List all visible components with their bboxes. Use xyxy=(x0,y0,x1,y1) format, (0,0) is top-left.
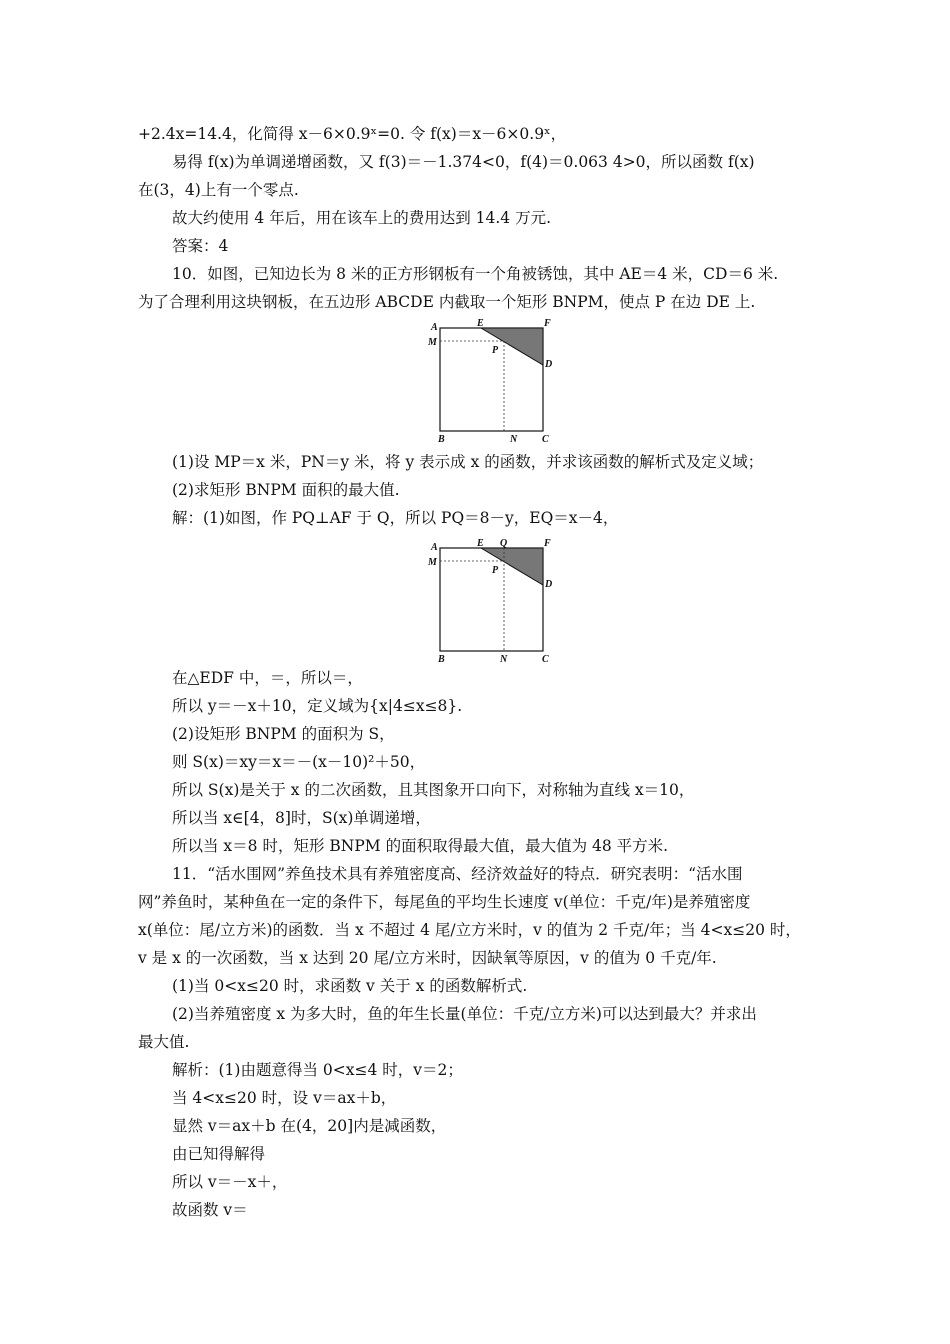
text-line: 在△EDF 中，＝，所以＝， xyxy=(172,669,363,687)
label-p: P xyxy=(492,345,499,356)
label-c: C xyxy=(542,654,549,665)
question-2: (2)求矩形 BNPM 面积的最大值. xyxy=(172,481,400,499)
text-line: 所以当 x∈[4，8]时，S(x)单调递增， xyxy=(172,809,431,827)
text-line: 最大值. xyxy=(138,1033,190,1051)
label-a: A xyxy=(431,322,438,333)
text-line: 当 4<x≤20 时，设 v＝ax＋b， xyxy=(172,1089,397,1107)
analysis-start: 解析：(1)由题意得当 0<x≤4 时，v＝2； xyxy=(172,1061,463,1079)
question-2: (2)当养殖密度 x 为多大时，鱼的年生长量(单位：千克/立方米)可以达到最大？并求出 xyxy=(172,1005,757,1023)
text-line: 所以 y＝－x＋10，定义域为{x|4≤x≤8}. xyxy=(172,697,463,715)
label-f: F xyxy=(544,318,551,329)
text-line: v 是 x 的一次函数，当 x 达到 20 尾/立方米时，因缺氧等原因，v 的值为 0 千克/年. xyxy=(138,949,717,967)
label-d: D xyxy=(545,359,553,370)
label-e: E xyxy=(477,318,484,329)
label-f: F xyxy=(544,538,551,549)
text-line: 网”养鱼时，某种鱼在一定的条件下，每尾鱼的平均生长速度 v(单位：千克/年)是养殖密度 xyxy=(138,893,751,911)
text-line: (2)设矩形 BNPM 的面积为 S， xyxy=(172,725,395,743)
label-b: B xyxy=(438,654,445,665)
label-m: M xyxy=(428,337,437,348)
text-line: x(单位：尾/立方米)的函数．当 x 不超过 4 尾/立方米时，v 的值为 2 千克/年；当 4<x≤20 时， xyxy=(138,921,801,939)
label-a: A xyxy=(431,542,438,553)
label-e: E xyxy=(477,538,484,549)
label-p: P xyxy=(492,565,499,576)
label-b: B xyxy=(438,434,445,445)
text-line: +2.4x=14.4，化简得 x－6×0.9ˣ=0. 令 f(x)＝x－6×0.9ˣ， xyxy=(138,125,567,143)
text-line: 所以当 x＝8 时，矩形 BNPM 的面积取得最大值，最大值为 48 平方米. xyxy=(172,837,669,855)
label-c: C xyxy=(542,434,549,445)
corroded-corner xyxy=(481,548,543,585)
problem-10-statement: 10．如图，已知边长为 8 米的正方形钢板有一个角被锈蚀，其中 AE＝4 米，CD＝6 米. xyxy=(172,265,779,283)
label-d: D xyxy=(545,579,553,590)
text-line: 故大约使用 4 年后，用在该车上的费用达到 14.4 万元. xyxy=(172,209,552,227)
text-line: 则 S(x)＝xy＝x＝－(x－10)²＋50， xyxy=(172,753,426,771)
label-n: N xyxy=(500,654,508,665)
label-n: N xyxy=(510,434,518,445)
corroded-corner xyxy=(481,328,543,365)
label-m: M xyxy=(428,557,437,568)
text-line: 所以 v＝－x＋， xyxy=(172,1173,288,1191)
text-line: 所以 S(x)是关于 x 的二次函数，且其图象开口向下，对称轴为直线 x＝10， xyxy=(172,781,695,799)
question-1: (1)设 MP＝x 米，PN＝y 米，将 y 表示成 x 的函数，并求该函数的解析式及定义域； xyxy=(172,453,764,471)
text-line: 由已知得解得 xyxy=(172,1145,266,1163)
text-line: 答案：4 xyxy=(172,237,229,255)
solution-start: 解：(1)如图，作 PQ⊥AF 于 Q，所以 PQ＝8－y，EQ＝x－4， xyxy=(172,509,619,527)
label-q: Q xyxy=(500,538,508,549)
text-line: 显然 v＝ax＋b 在(4，20]内是减函数， xyxy=(172,1117,447,1135)
steel-plate-figure-1 xyxy=(420,316,560,446)
text-line: 在(3，4)上有一个零点. xyxy=(138,181,299,199)
problem-11-statement: 11．“活水围网”养鱼技术具有养殖密度高、经济效益好的特点．研究表明：“活水围 xyxy=(172,865,743,883)
text-line: 为了合理利用这块钢板，在五边形 ABCDE 内截取一个矩形 BNPM，使点 P 在边 DE 上. xyxy=(138,293,756,311)
steel-plate-figure-2 xyxy=(420,532,560,666)
text-line: 易得 f(x)为单调递增函数，又 f(3)＝－1.374<0，f(4)＝0.063 4>0，所以函数 f(x) xyxy=(172,153,755,171)
question-1: (1)当 0<x≤20 时，求函数 v 关于 x 的函数解析式. xyxy=(172,977,528,995)
text-line: 故函数 v＝ xyxy=(172,1201,248,1219)
